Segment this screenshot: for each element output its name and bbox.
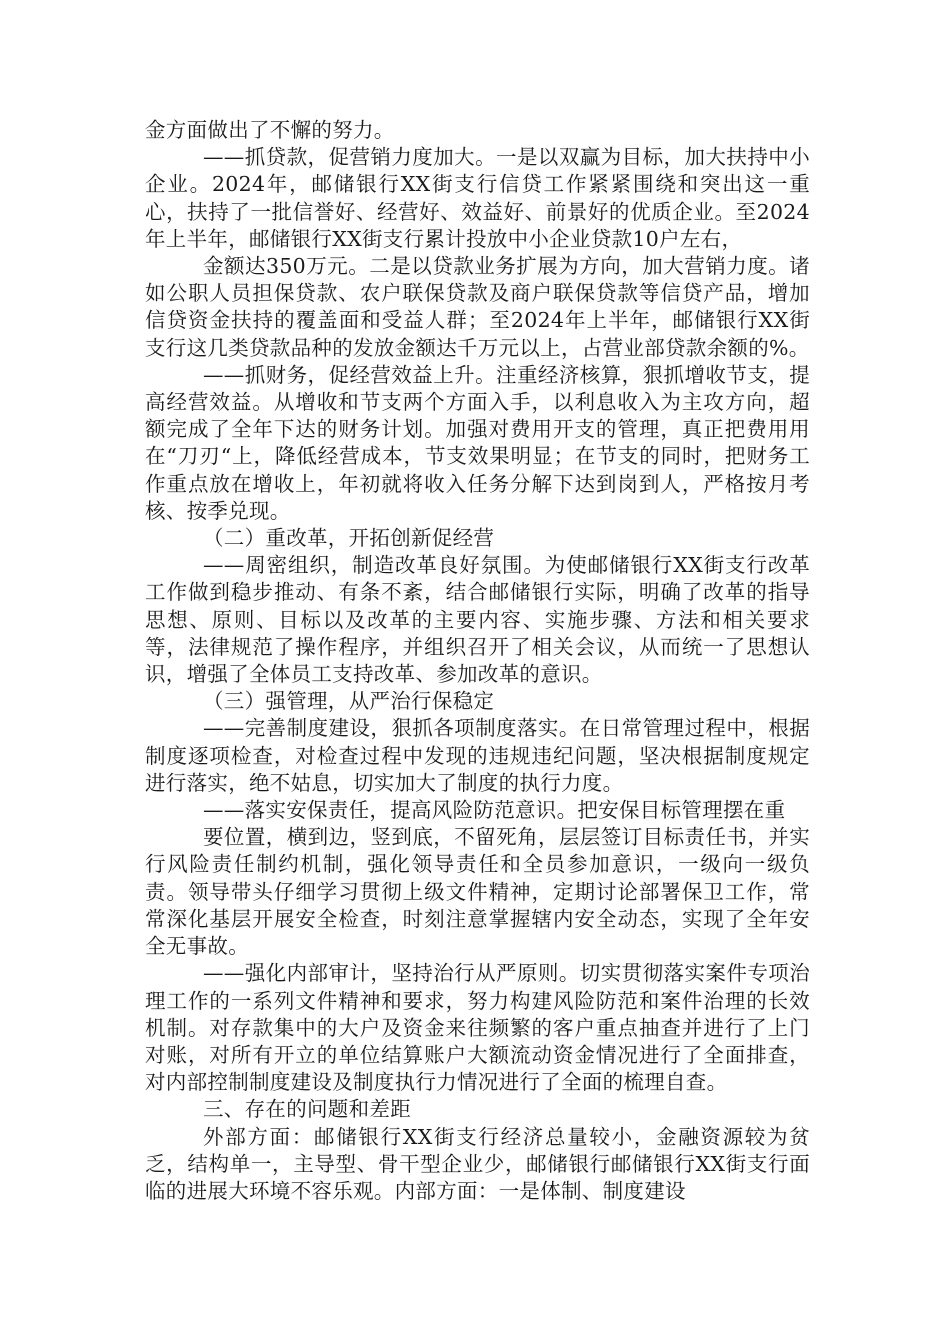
paragraph-9: ——强化内部审计，坚持治行从严原则。切实贯彻落实案件专项治理工作的一系列文件精神和要求，努力构建风险防范和案件治理的长效机制。对存款集中的大户及资金来往频繁的客户重点抽查并进行了上门对账，对所有开立的单位结算账户大额流动资金情况进行了全面排查，对内部控制制度建设及制度执行力情况进行了全面的梳理自查。 [145,961,810,1095]
paragraph-2: ——抓贷款，促营销力度加大。一是以双赢为目标，加大扶持中小企业。2024年，邮储银行XX街支行信贷工作紧紧围绕和突出这一重心，扶持了一批信誉好、经营好、效益好、前景好的优质企业。至2024年上半年，邮储银行XX街支行累计投放中小企业贷款10户左右， [145,145,810,251]
paragraph-8: 要位置，横到边，竖到底，不留死角，层层签订目标责任书，并实行风险责任制约机制，强化领导责任和全员参加意识，一级向一级负责。领导带头仔细学习贯彻上级文件精神，定期讨论部署保卫工作，常常深化基层开展安全检查，时刻注意掌握辖内安全动态，实现了全年安全无事故。 [145,825,810,959]
section-heading-problems: 三、存在的问题和差距 [203,1097,411,1122]
paragraph-5: ——周密组织，制造改革良好氛围。为使邮储银行XX街支行改革工作做到稳步推动、有条不紊，结合邮储银行实际，明确了改革的指导思想、原则、目标以及改革的主要内容、实施步骤、方法和相关要求等，法律规范了操作程序，并组织召开了相关会议，从而统一了思想认识，增强了全体员工支持改革、参加改革的意识。 [145,553,810,687]
paragraph-10: 外部方面：邮储银行XX街支行经济总量较小，金融资源较为贫乏，结构单一，主导型、骨干型企业少，邮储银行邮储银行XX街支行面临的进展大环境不容乐观。内部方面：一是体制、制度建设 [145,1124,810,1203]
paragraph-3: 金额达350万元。二是以贷款业务扩展为方向，加大营销力度。诸如公职人员担保贷款、农户联保贷款及商户联保贷款等信贷产品，增加信贷资金扶持的覆盖面和受益人群；至2024年上半年，邮储银行XX街支行这几类贷款品种的发放金额达千万元以上，占营业部贷款余额的%。 [145,254,810,360]
paragraph-1: 金方面做出了不懈的努力。 [145,118,395,142]
section-heading-2: （二）重改革，开拓创新促经营 [203,526,495,551]
paragraph-4: ——抓财务，促经营效益上升。注重经济核算，狠抓增收节支，提高经营效益。从增收和节支两个方面入手，以利息收入为主攻方向，超额完成了全年下达的财务计划。加强对费用开支的管理，真正把费用用在“刀刃“上，降低经营成本，节支效果明显；在节支的同时，把财务工作重点放在增收上，年初就将收入任务分解下达到岗到人，严格按月考核、按季兑现。 [145,362,810,523]
document-body [145,117,810,1205]
section-heading-3: （三）强管理，从严治行保稳定 [203,689,495,714]
paragraph-7: ——落实安保责任，提高风险防范意识。把安保目标管理摆在重 [203,798,786,823]
paragraph-6: ——完善制度建设，狠抓各项制度落实。在日常管理过程中，根据制度逐项检查，对检查过程中发现的违规违纪问题，坚决根据制度规定进行落实，绝不姑息，切实加大了制度的执行力度。 [145,716,810,795]
